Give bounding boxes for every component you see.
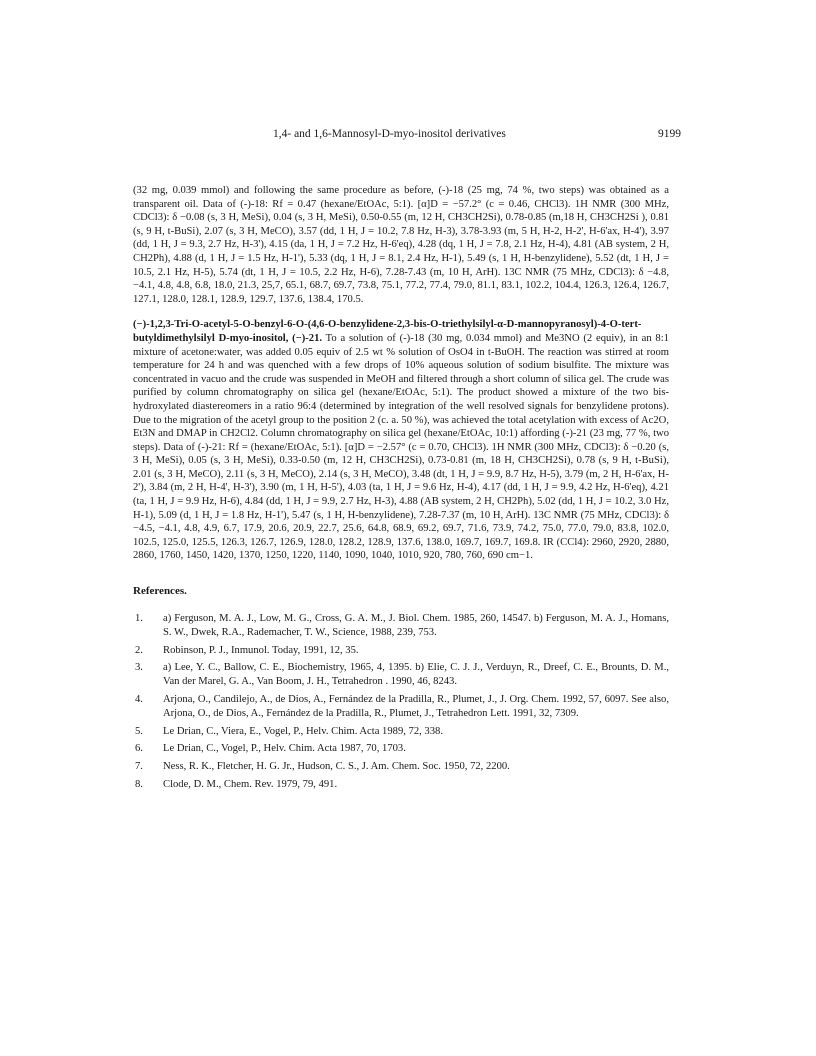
reference-item <box>133 760 669 774</box>
reference-text: Arjona, O., Candilejo, A., de Dios, A., Fernández de la Pradilla, R., Plumet, J., J. Org. Chem. 1992, 57, 6097. See also, Arjona, O., de Dios, A., Fernández de la Pradilla, R., Plumet, J., Tetrahedron Lett. 1991, 32, 7309. <box>163 694 669 719</box>
reference-text: Ness, R. K., Fletcher, H. G. Jr., Hudson, C. S., J. Am. Chem. Soc. 1950, 72, 2200. <box>163 761 510 773</box>
reference-text: Le Drian, C., Vogel, P., Helv. Chim. Acta 1987, 70, 1703. <box>163 743 406 755</box>
reference-number: 2. <box>135 644 143 656</box>
references-heading: References. <box>133 585 187 598</box>
reference-item <box>133 778 669 792</box>
reference-item <box>133 693 669 721</box>
experimental-paragraph-21 <box>133 318 669 563</box>
reference-text: Le Drian, C., Viera, E., Vogel, P., Helv. Chim. Acta 1989, 72, 338. <box>163 725 443 737</box>
reference-item <box>133 742 669 756</box>
compound-heading: (−)-1,2,3-Tri-O-acetyl-5-O-benzyl-6-O-(4,6-O-benzylidene-2,3-bis-O-triethylsilyl-α-D-mannopyranosyl)-4-O-tert-butyldimethylsilyl D-myo-inositol, (−)-21. <box>133 319 642 344</box>
experimental-paragraph-18: (32 mg, 0.039 mmol) and following the same procedure as before, (-)-18 (25 mg, 74 %, two steps) was obtained as a transparent oil. Data of (-)-18: Rf = 0.47 (hexane/EtOAc, 5:1). [α]D = −57.2° (c = 0.46, CHCl3). 1H NMR (300 MHz, CDCl3): δ −0.08 (s, 3 H, MeSi), 0.04 (s, 3 H, MeSi), 0.50-0.55 (m, 12 H, CH3CH2Si), 0.78-0.85 (m,18 H, CH3CH2Si ), 0.81 (s, 9 H, t-BuSi), 2.07 (s, 3 H, MeCO), 3.57 (dd, 1 H, J = 10.2, 7.8 Hz, H-3), 3.78-3.93 (m, 5 H, H-2, H-2', H-6'ax, H-4'), 3.97 (dd, 1 H, J = 9.3, 2.7 Hz, H-3'), 4.15 (da, 1 H, J = 7.2 Hz, H-6'eq), 4.28 (dq, 1 H, J = 7.8, 2.1 Hz, H-4), 4.81 (AB system, 2 H, CH2Ph), 4.88 (d, 1 H, J = 1.5 Hz, H-1'), 5.33 (dq, 1 H, J = 8.1, 2.4 Hz, H-1), 5.49 (s, 1 H, H-benzylidene), 5.52 (dt, 1 H, J = 10.5, 2.1 Hz, H-5), 5.74 (dt, 1 H, J = 10.5, 2.2 Hz, H-6), 7.28-7.43 (m, 10 H, ArH). 13C NMR (75 MHz, CDCl3): δ −4.8, −4.1, 4.8, 4.8, 6.8, 18.0, 21.3, 25,7, 65.1, 68.7, 69.7, 73.8, 75.1, 77.2, 77.4, 79.0, 81.1, 83.1, 102.2, 104.4, 126.3, 126.4, 126.7, 127.1, 128.0, 128.1, 128.9, 129.7, 137.6, 138.4, 170.5. <box>133 185 669 305</box>
running-header <box>133 128 681 148</box>
reference-text: Clode, D. M., Chem. Rev. 1979, 79, 491. <box>163 779 338 790</box>
page-number: 9199 <box>658 128 681 140</box>
reference-number: 7. <box>135 761 143 773</box>
reference-item <box>133 725 669 739</box>
reference-item <box>133 661 669 689</box>
reference-list <box>133 612 669 792</box>
reference-item <box>133 612 669 640</box>
procedure-text: To a solution of (-)-18 (30 mg, 0.034 mmol) and Me3NO (2 equiv), in an 8:1 mixture of acetone:water, was added 0.05 equiv of 2.5 wt % solution of OsO4 in t-BuOH. The reaction was stirred at room temperature for 24 h and was quenched with a few drops of 10% aqueous solution of sodium bisulfite. The mixture was concentrated in vacuo and the crude was suspended in MeOH and filtered through a short column of silica gel. The crude was purified by column chromatography on silica gel (hexane/EtOAc, 5:1). The product showed a mixture of the two bis-hydroxylated diastereomers in a ratio 96:4 (determined by integration of the well resolved signals for benzylidene protons). Due to the migration of the acetyl group to the position 2 (c. a. 50 %), was achieved the total acetylation with excess of Ac2O, Et3N and DMAP in CH2Cl2. Column chromatography on silica gel (hexane/EtOAc, 10:1) affording (-)-21 (23 mg, 77 %, two steps). Data of (-)-21: Rf = (hexane/EtOAc, 5:1). [α]D = −2.57° (c = 0.70, CHCl3). 1H NMR (300 MHz, CDCl3): δ −0.20 (s, 3 H, MeSi), 0.05 (s, 3 H, MeSi), 0.33-0.50 (m, 12 H, CH3CH2Si), 0.73-0.81 (m, 18 H, CH3CH2Si), 0.78 (s, 9 H, t-BuSi), 2.01 (s, 3 H, MeCO), 2.11 (s, 3 H, MeCO), 2.14 (s, 3 H, MeCO), 3.48 (dt, 1 H, J = 9.9, 8.7 Hz, H-5), 3.79 (m, 2 H, H-6'ax, H-2'), 3.84 (m, 2 H, H-4', H-3'), 3.90 (m, 1 H, H-5'), 4.03 (ta, 1 H, J = 9.6 Hz, H-4), 4.17 (dd, 1 H, J = 9.9, 4.2 Hz, H-6'eq), 4.21 (ta, 1 H, J = 9.9 Hz, H-6), 4.84 (dd, 1 H, J = 9.9, 2.7 Hz, H-3), 4.88 (AB system, 2 H, CH2Ph), 5.02 (dd, 1 H, J = 10.2, 3.0 Hz, H-1), 5.09 (d, 1 H, J = 1.8 Hz, H-1'), 5.47 (s, 1 H, H-benzylidene), 7.28-7.37 (m, 10 H, ArH). 13C NMR (75 MHz, CDCl3): δ −4.5, −4.1, 4.8, 4.9, 6.7, 17.9, 20.6, 20.9, 22.7, 25.6, 64.8, 68.9, 69.2, 69.7, 71.6, 73.9, 74.2, 75.0, 77.0, 79.0, 83.8, 102.0, 102.5, 125.0, 125.5, 126.3, 126.7, 126.9, 128.0, 128.2, 128.9, 137.6, 138.0, 169.7, 169.7, 169.8. IR (CCl4): 2960, 2920, 2880, 2860, 1760, 1450, 1420, 1370, 1250, 1220, 1140, 1090, 1040, 1010, 920, 780, 760, 690 cm−1. <box>133 332 669 562</box>
reference-text: a) Lee, Y. C., Ballow, C. E., Biochemistry, 1965, 4, 1395. b) Elie, C. J. J., Verduyn, R., Dreef, C. E., Brounts, D. M., Van der Marel, G. A., Van Boom, J. H., Tetrahedron . 1990, 46, 8243. <box>163 662 669 688</box>
reference-number: 3. <box>135 662 143 674</box>
reference-number: 8. <box>135 779 143 790</box>
reference-text: Robinson, P. J., Inmunol. Today, 1991, 12, 35. <box>163 644 359 656</box>
reference-number: 6. <box>135 743 143 755</box>
reference-text: a) Ferguson, M. A. J., Low, M. G., Cross, G. A. M., J. Biol. Chem. 1985, 260, 14547. b) Ferguson, M. A. J., Homans, S. W., Dwek, R.A., Rademacher, T. W., Science, 1988, 239, 753. <box>163 613 669 638</box>
running-title: 1,4- and 1,6-Mannosyl-D-myo-inositol derivatives <box>273 128 506 140</box>
page <box>133 128 681 796</box>
reference-number: 5. <box>135 725 143 737</box>
reference-item <box>133 644 669 658</box>
reference-number: 4. <box>135 694 143 706</box>
reference-number: 1. <box>135 613 143 625</box>
